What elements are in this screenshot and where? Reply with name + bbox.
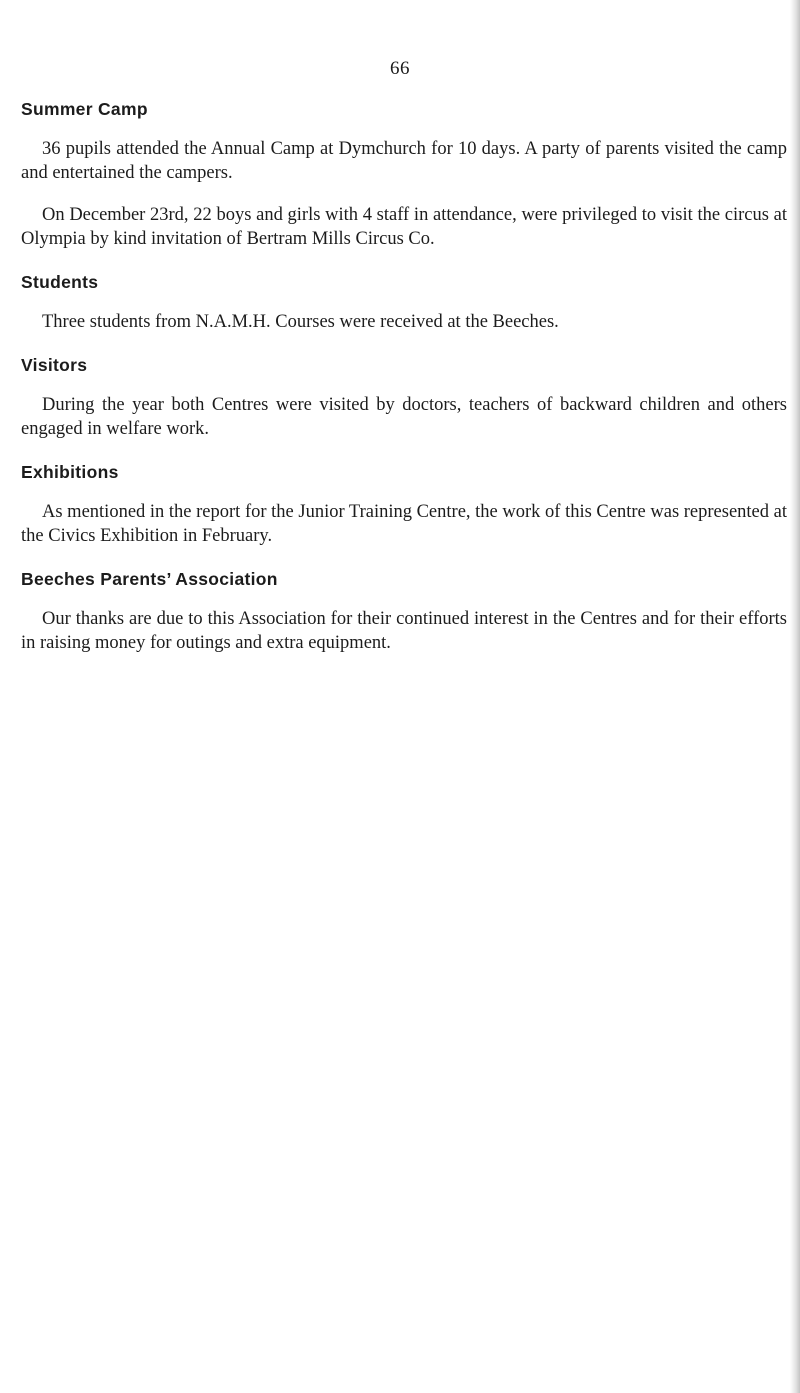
paragraph: Our thanks are due to this Association for their continued interest in the Centres and for their efforts in raising money for outings and extra equipment. bbox=[21, 609, 787, 653]
section-heading: Exhibitions bbox=[21, 462, 119, 482]
paragraph: On December 23rd, 22 boys and girls with 4 staff in attendance, were privileged to visit the circus at Olympia by kind invitation of Bertram Mills Circus Co. bbox=[21, 205, 787, 249]
paragraph: 36 pupils attended the Annual Camp at Dymchurch for 10 days. A party of parents visited the camp and entertained the campers. bbox=[21, 139, 787, 183]
section-visitors bbox=[21, 354, 787, 441]
paragraph: Three students from N.A.M.H. Courses were received at the Beeches. bbox=[42, 312, 559, 332]
page-edge-shadow bbox=[790, 0, 800, 1393]
paragraph: As mentioned in the report for the Junior Training Centre, the work of this Centre was represented at the Civics Exhibition in February. bbox=[21, 502, 787, 546]
section-heading: Summer Camp bbox=[21, 99, 148, 119]
section-heading: Students bbox=[21, 272, 99, 292]
document-body bbox=[21, 98, 787, 673]
section-beeches-parents-association bbox=[21, 568, 787, 655]
section-summer-camp bbox=[21, 98, 787, 251]
section-heading: Visitors bbox=[21, 355, 88, 375]
section-students bbox=[21, 271, 787, 334]
section-exhibitions bbox=[21, 461, 787, 548]
paragraph: During the year both Centres were visited by doctors, teachers of backward children and others engaged in welfare work. bbox=[21, 395, 787, 439]
page-number: 66 bbox=[390, 58, 410, 79]
section-heading: Beeches Parents’ Association bbox=[21, 569, 278, 589]
